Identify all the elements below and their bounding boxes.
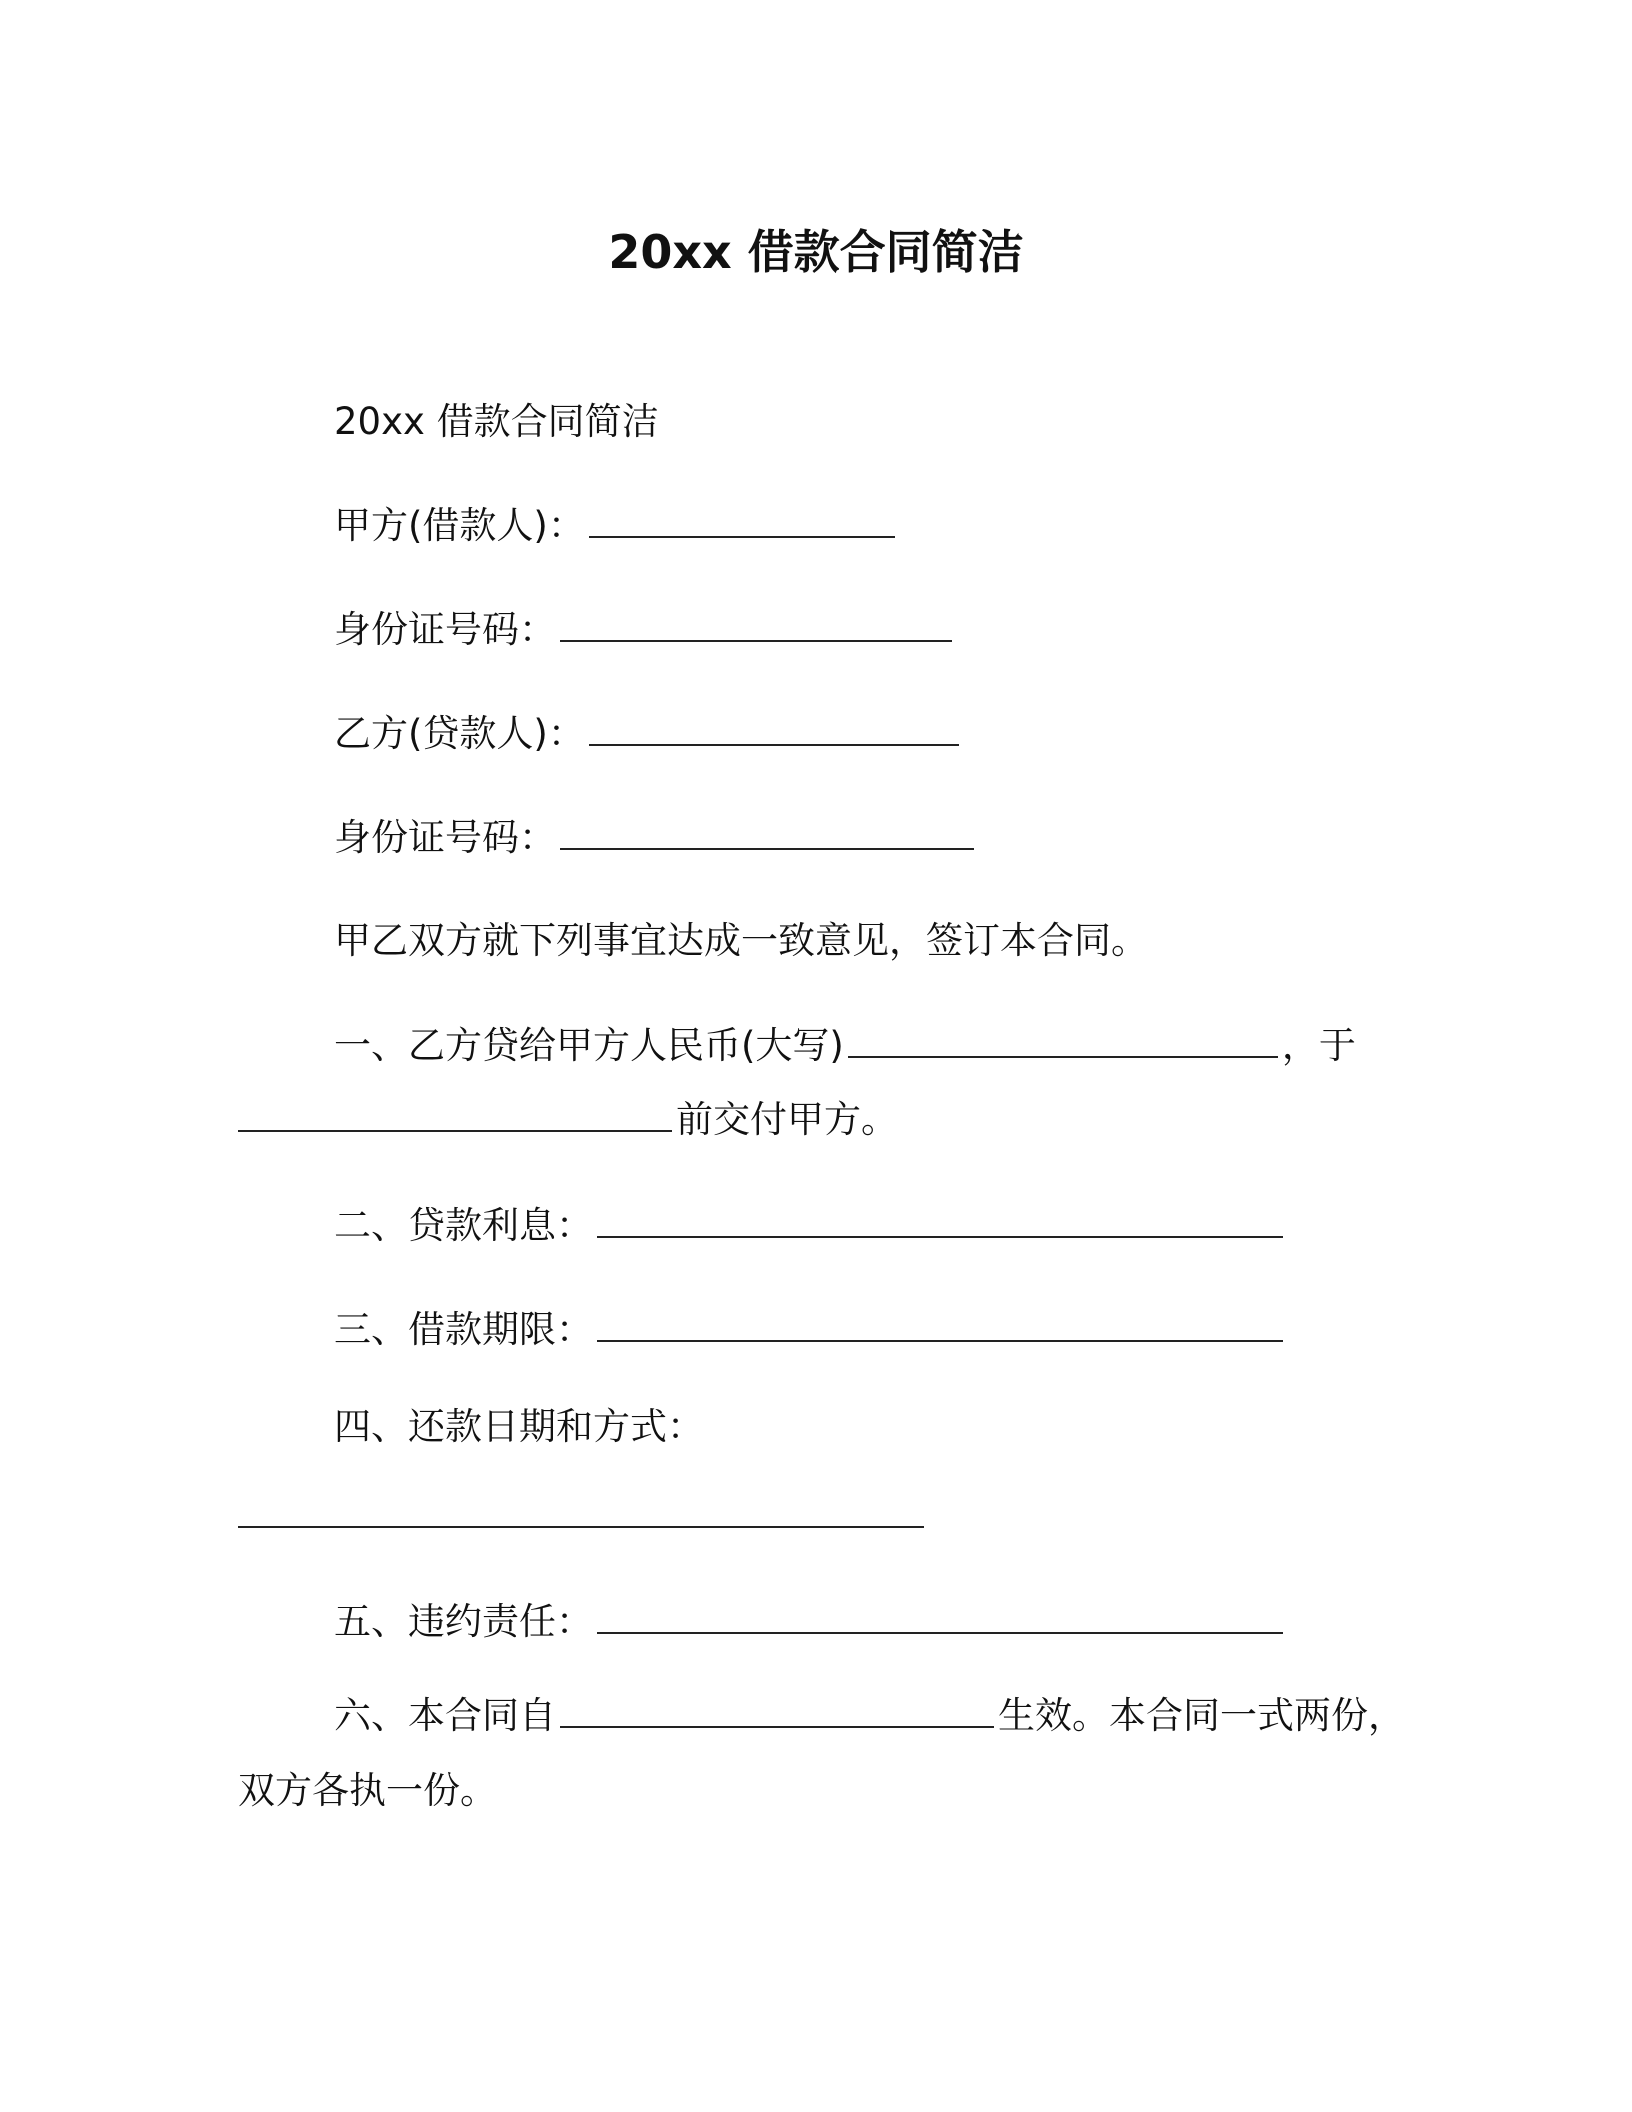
party-b-id-row [334, 812, 978, 863]
party-a-label: 甲方(借款人)： [334, 504, 585, 547]
clause-6-effective: 生效。本合同一式两份， [998, 1694, 1405, 1737]
clause-1-end: 前交付甲方。 [676, 1098, 898, 1141]
party-b-row [334, 708, 963, 759]
clause-1-amount-blank [848, 1020, 1278, 1058]
clause-1-continued [238, 1094, 898, 1145]
clause-4-label: 四、还款日期和方式： [334, 1405, 704, 1448]
clause-6-date-blank [560, 1690, 994, 1728]
clause-5-blank [597, 1596, 1283, 1634]
party-b-blank [589, 708, 959, 746]
clause-3-blank [597, 1304, 1283, 1342]
clause-1-text: 一、乙方贷给甲方人民币(大写) [334, 1024, 844, 1067]
clause-2-label: 二、贷款利息： [334, 1204, 593, 1247]
party-a-id-label: 身份证号码： [334, 608, 556, 651]
party-a-blank [589, 500, 895, 538]
clause-4-row [238, 1490, 928, 1541]
party-b-label: 乙方(贷款人)： [334, 712, 585, 755]
clause-3-label: 三、借款期限： [334, 1308, 593, 1351]
clause-1-date-blank [238, 1094, 672, 1132]
party-a-id-row [334, 604, 956, 655]
agreement-intro: 甲乙双方就下列事宜达成一致意见，签订本合同。 [334, 919, 1148, 962]
clause-3-row [334, 1304, 1287, 1355]
clause-2-blank [597, 1200, 1283, 1238]
party-a-id-blank [560, 604, 952, 642]
party-b-id-blank [560, 812, 974, 850]
clause-5-row [334, 1596, 1287, 1647]
document-title: 20xx 借款合同简洁 [608, 225, 1024, 279]
clause-1-connector: ，于 [1281, 1024, 1356, 1067]
party-b-id-label: 身份证号码： [334, 816, 556, 859]
clause-6-row [334, 1690, 1405, 1741]
clause-2-row [334, 1200, 1287, 1251]
clause-5-label: 五、违约责任： [334, 1600, 593, 1643]
clause-6-text: 六、本合同自 [334, 1694, 556, 1737]
clause-4-blank [238, 1490, 924, 1528]
clause-6-continued: 双方各执一份。 [238, 1769, 497, 1812]
clause-1-row [334, 1020, 1356, 1071]
party-a-row [334, 500, 899, 551]
document-subtitle: 20xx 借款合同简洁 [334, 400, 659, 443]
